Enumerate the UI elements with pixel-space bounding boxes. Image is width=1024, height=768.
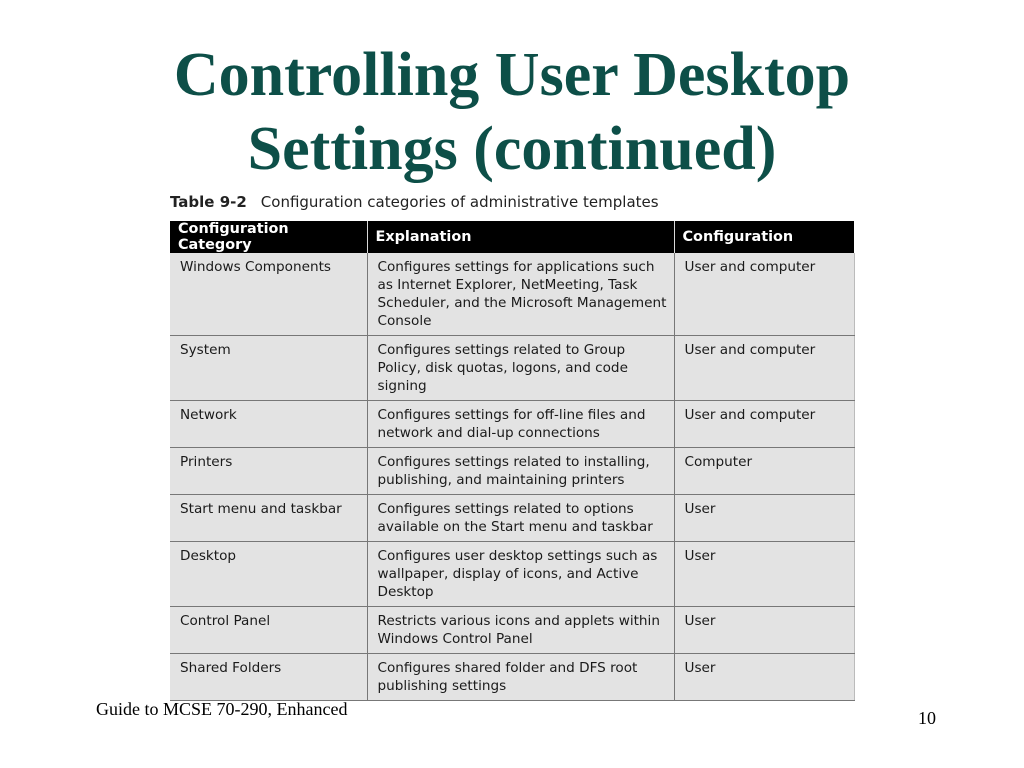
configuration-table	[170, 221, 855, 701]
configuration-cell: User and computer	[674, 253, 854, 336]
table-row	[170, 542, 854, 607]
configuration-cell: User	[674, 654, 854, 701]
table-number: Table 9-2	[170, 193, 247, 211]
category-cell: Start menu and taskbar	[170, 495, 367, 542]
configuration-cell: User and computer	[674, 336, 854, 401]
category-cell: Shared Folders	[170, 654, 367, 701]
explanation-cell: Restricts various icons and applets within Windows Control Panel	[367, 607, 674, 654]
category-cell: Printers	[170, 448, 367, 495]
footer-text: Guide to MCSE 70-290, Enhanced	[96, 699, 348, 719]
slide-title-line-2: Settings (continued)	[247, 115, 777, 183]
category-cell: Control Panel	[170, 607, 367, 654]
table-row	[170, 448, 854, 495]
configuration-cell: User and computer	[674, 401, 854, 448]
header-configuration-category: Configuration Category	[170, 221, 367, 253]
slide-title	[0, 38, 1024, 186]
explanation-cell: Configures settings for off-line files and network and dial-up connections	[367, 401, 674, 448]
header-configuration: Configuration	[674, 221, 854, 253]
table-row	[170, 336, 854, 401]
category-cell: Network	[170, 401, 367, 448]
configuration-cell: Computer	[674, 448, 854, 495]
table-header-row	[170, 221, 854, 253]
explanation-cell: Configures settings related to Group Policy, disk quotas, logons, and code signing	[367, 336, 674, 401]
table-row	[170, 495, 854, 542]
configuration-cell: User	[674, 542, 854, 607]
explanation-cell: Configures user desktop settings such as wallpaper, display of icons, and Active Desktop	[367, 542, 674, 607]
explanation-cell: Configures shared folder and DFS root publishing settings	[367, 654, 674, 701]
slide-title-line-1: Controlling User Desktop	[173, 41, 851, 109]
table-row	[170, 401, 854, 448]
explanation-cell: Configures settings related to installing, publishing, and maintaining printers	[367, 448, 674, 495]
explanation-cell: Configures settings for applications such as Internet Explorer, NetMeeting, Task Scheduler, and the Microsoft Management Console	[367, 253, 674, 336]
explanation-cell: Configures settings related to options available on the Start menu and taskbar	[367, 495, 674, 542]
table-row	[170, 654, 854, 701]
header-explanation: Explanation	[367, 221, 674, 253]
table-row	[170, 253, 854, 336]
category-cell: System	[170, 336, 367, 401]
table-caption	[170, 193, 659, 211]
page-number: 10	[918, 708, 936, 728]
table-caption-text: Configuration categories of administrative templates	[260, 193, 659, 211]
table-row	[170, 607, 854, 654]
configuration-cell: User	[674, 607, 854, 654]
category-cell: Windows Components	[170, 253, 367, 336]
configuration-cell: User	[674, 495, 854, 542]
category-cell: Desktop	[170, 542, 367, 607]
